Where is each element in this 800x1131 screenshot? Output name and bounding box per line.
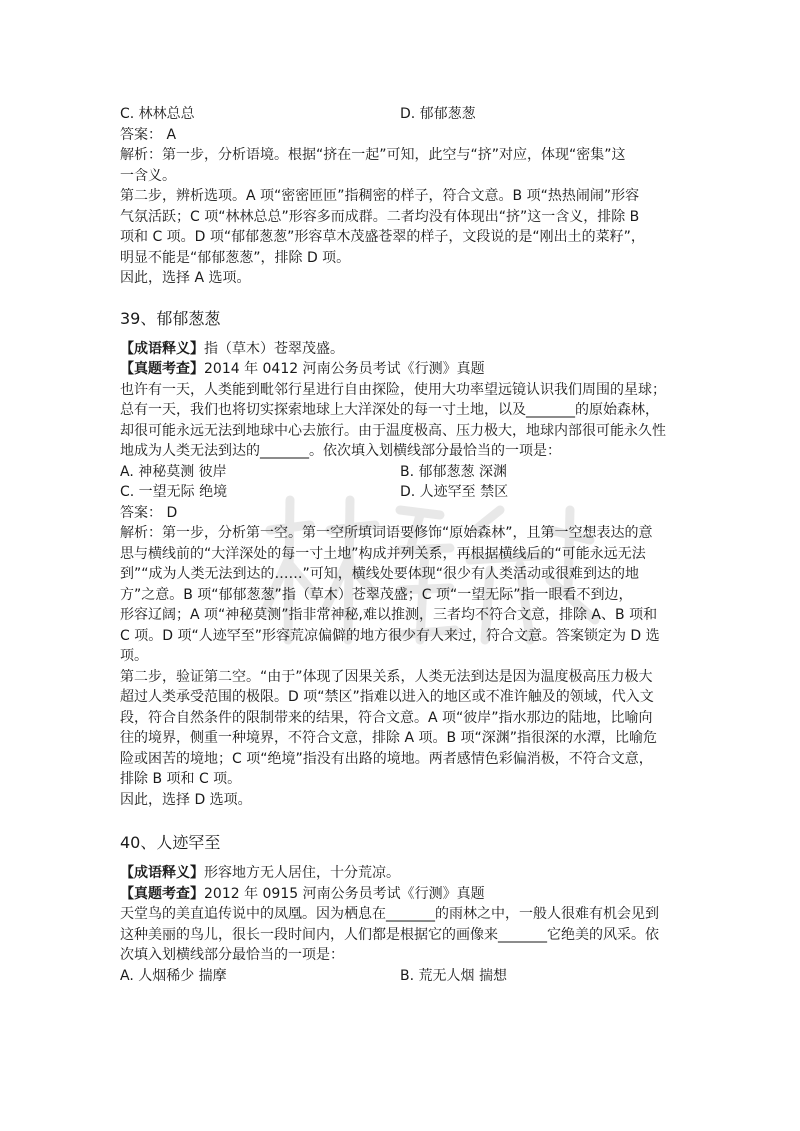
analysis-line: 超过人类承受范围的极限。D 项“禁区”指难以进入的地区或不准许触及的领域，代入文 (120, 689, 654, 705)
analysis-line: 方”之意。B 项“郁郁葱葱”指（草木）苍翠茂盛；C 项“一望无际”指一眼看不到边， (120, 586, 633, 603)
item-heading-39: 39、郁郁葱葱 (120, 308, 221, 328)
question-line: 却很可能永远无法到地球中心去旅行。由于温度极高、压力极大，地球内部很可能永久性 (120, 422, 666, 439)
analysis-line: 气氛活跃；C 项“林林总总”形容多而成群。二者均没有体现出“挤”这一含义，排除 B (120, 208, 640, 225)
options-row-cd (120, 482, 680, 503)
question-line: 也许有一天，人类能到毗邻行星进行自由探险，使用大功率望远镜认识我们周围的星球； (120, 381, 666, 398)
analysis-line: 明显不能是“郁郁葱葱”，排除 D 项。 (120, 249, 351, 266)
option-c: C. 林林总总 (120, 106, 195, 122)
option-d: D. 人迹罕至 禁区 (400, 484, 509, 500)
analysis-line: 第二步，验证第二空。“由于”体现了因果关系，人类无法到达是因为温度极高压力极大 (120, 668, 653, 685)
source-text: 2014 年 0412 河南公务员考试《行测》真题 (204, 361, 485, 377)
analysis-line: 第二步，辨析选项。A 项“密密匝匝”指稠密的样子，符合文意。B 项“热热闹闹”形容 (120, 188, 640, 204)
options-row-cd (120, 104, 680, 125)
option-a: A. 人烟稀少 揣摩 (120, 967, 227, 984)
options-row-ab (120, 462, 680, 483)
question-line: 天堂鸟的美直追传说中的凤凰。因为栖息在_______的雨林之中，一般人很难有机会见到 (120, 906, 659, 922)
analysis-line: 思与横线前的“大洋深处的每一寸土地”构成并列关系，再根据横线后的“可能永远无法 (120, 545, 646, 562)
analysis-line: 到”“成为人类无法到达的……”可知，横线处要体现“很少有人类活动或很难到达的地 (120, 566, 640, 582)
analysis-line: C 项。D 项“人迹罕至”形容荒凉偏僻的地方很少有人来过，符合文意。答案锁定为 D 选 (120, 627, 660, 644)
item-heading-40: 40、人迹罕至 (120, 833, 221, 852)
definition-text: 指（草木）苍翠茂盛。 (204, 340, 344, 357)
definition-label: 【成语释义】 (120, 340, 204, 357)
analysis-line: 段，符合自然条件的限制带来的结果，符合文意。A 项“彼岸”指水那边的陆地，比喻向 (120, 709, 653, 726)
analysis-line: 排除 B 项和 C 项。 (120, 771, 242, 787)
idiom-definition (120, 339, 680, 360)
option-a: A. 神秘莫测 彼岸 (120, 463, 227, 480)
option-b: B. 郁郁葱葱 深渊 (400, 463, 507, 480)
definition-text: 形容地方无人居住，十分荒凉。 (204, 865, 400, 881)
source-label: 【真题考查】 (120, 885, 204, 902)
exam-source (120, 884, 680, 905)
analysis-line: 险或困苦的境地；C 项“绝境”指没有出路的境地。两者感情色彩偏消极，不符合文意， (120, 750, 653, 767)
answer-line: 答案： A (120, 126, 177, 143)
question-line: 地成为人类无法到达的_______。依次填入划横线部分最恰当的一项是： (120, 443, 561, 459)
question-line: 次填入划横线部分最恰当的一项是： (120, 947, 344, 963)
analysis-line: 形容辽阔；A 项“神秘莫测”指非常神秘,难以推测，三者均不符合文意，排除 A、B 项和 (120, 607, 658, 623)
options-row-ab (120, 966, 680, 987)
document-body (120, 104, 680, 986)
option-d: D. 郁郁葱葱 (400, 106, 476, 122)
option-b: B. 荒无人烟 揣想 (400, 967, 507, 984)
analysis-line: 往的境界，侧重一种境界，不符合文意，排除 A 项。B 项“深渊”指很深的水潭，比喻危 (120, 730, 658, 746)
answer-line: 答案： D (120, 504, 178, 521)
analysis-line: 项和 C 项。D 项“郁郁葱葱”形容草木茂盛苍翠的样子，文段说的是“刚出土的菜籽”， (120, 229, 645, 245)
conclusion-line: 因此，选择 D 选项。 (120, 791, 252, 808)
idiom-definition (120, 863, 680, 884)
analysis-line: 一含义。 (120, 167, 176, 184)
source-text: 2012 年 0915 河南公务员考试《行测》真题 (204, 885, 485, 902)
analysis-line: 项。 (120, 648, 148, 664)
question-line: 这种美丽的鸟儿，很长一段时间内，人们都是根据它的画像来_______它绝美的风采。依 (120, 926, 659, 943)
analysis-line: 解析：第一步，分析第一空。第一空所填词语要修饰“原始森林”，且第一空想表达的意 (120, 525, 653, 541)
analysis-line: 解析：第一步，分析语境。根据“挤在一起”可知，此空与“挤”对应，体现“密集”这 (120, 147, 626, 163)
conclusion-line: 因此，选择 A 选项。 (120, 270, 251, 286)
definition-label: 【成语释义】 (120, 865, 204, 881)
source-label: 【真题考查】 (120, 361, 204, 377)
question-line: 总有一天，我们也将切实探索地球上大洋深处的每一寸土地，以及_______的原始森林， (120, 402, 659, 418)
exam-source (120, 359, 680, 380)
option-c: C. 一望无际 绝境 (120, 484, 228, 500)
